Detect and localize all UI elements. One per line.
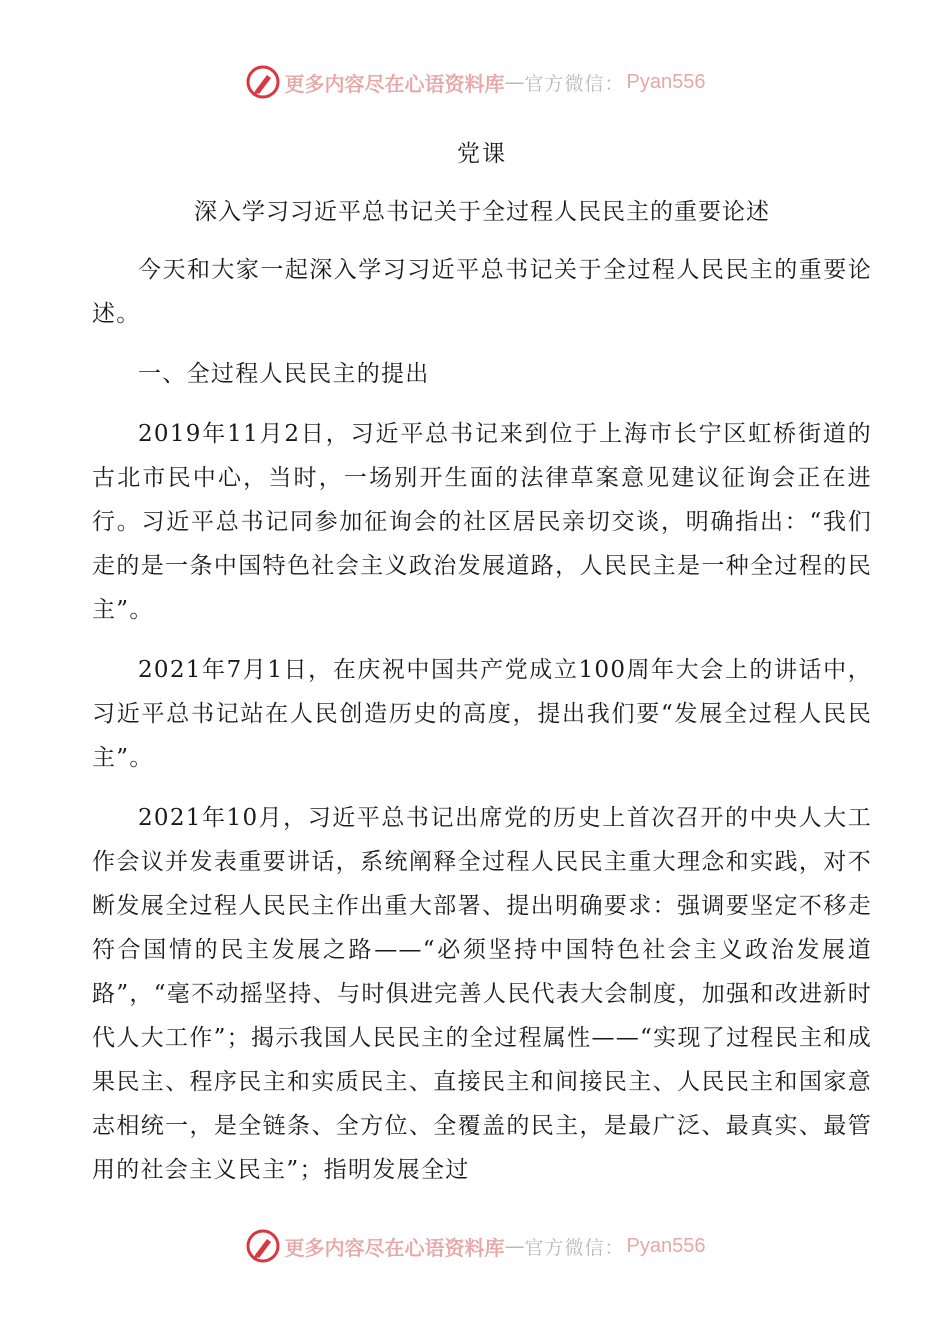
body-paragraph: 2019年11月2日，习近平总书记来到位于上海市长宁区虹桥街道的古北市民中心，当时，一场别开生面的法律草案意见建议征询会正在进行。习近平总书记同参加征询会的社区居民亲切交谈，明确指出：“我们走的是一条中国特色社会主义政治发展道路，人民民主是一种全过程的民主”。 [92, 421, 872, 623]
watermark-contact-id: Pyan556 [626, 1234, 706, 1257]
section-heading: 一、全过程人民民主的提出 [138, 361, 430, 387]
watermark-header [0, 62, 950, 102]
watermark-contact-label: 官方微信： [524, 72, 625, 95]
body-paragraph: 2021年10月，习近平总书记出席党的历史上首次召开的中央人大工作会议并发表重要讲话，系统阐释全过程人民民主重大理念和实践，对不断发展全过程人民民主作出重大部署、提出明确要求：强调要坚定不移走符合国情的民主发展之路——“必须坚持中国特色社会主义政治发展道路”，“毫不动摇坚持、与时俱进完善人民代表大会制度，加强和改进新时代人大工作”；揭示我国人民民主的全过程属性——“实现了过程民主和成果民主、程序民主和实质民主、直接民主和间接民主、人民民主和国家意志相统一，是全链条、全方位、全覆盖的民主，是最广泛、最真实、最管用的社会主义民主”；指明发展全过 [92, 805, 872, 1183]
watermark-contact-label: 官方微信： [524, 1236, 625, 1259]
intro-paragraph: 今天和大家一起深入学习习近平总书记关于全过程人民民主的重要论述。 [92, 257, 872, 327]
document-subtitle: 深入学习习近平总书记关于全过程人民民主的重要论述 [194, 199, 770, 225]
pen-logo-icon [245, 1228, 281, 1264]
watermark-footer [0, 1226, 950, 1266]
watermark-main-text: 更多内容尽在心语资料库 [284, 1235, 505, 1260]
document-title: 党课 [457, 141, 507, 167]
pen-logo-icon [245, 64, 281, 100]
document-body [92, 132, 872, 1208]
watermark-contact-id: Pyan556 [626, 70, 706, 93]
watermark-main-text: 更多内容尽在心语资料库 [284, 71, 505, 96]
body-paragraph: 2021年7月1日，在庆祝中国共产党成立100周年大会上的讲话中，习近平总书记站在人民创造历史的高度，提出我们要“发展全过程人民民主”。 [92, 657, 872, 771]
watermark-separator: — [504, 1234, 525, 1258]
watermark-separator: — [504, 70, 525, 94]
